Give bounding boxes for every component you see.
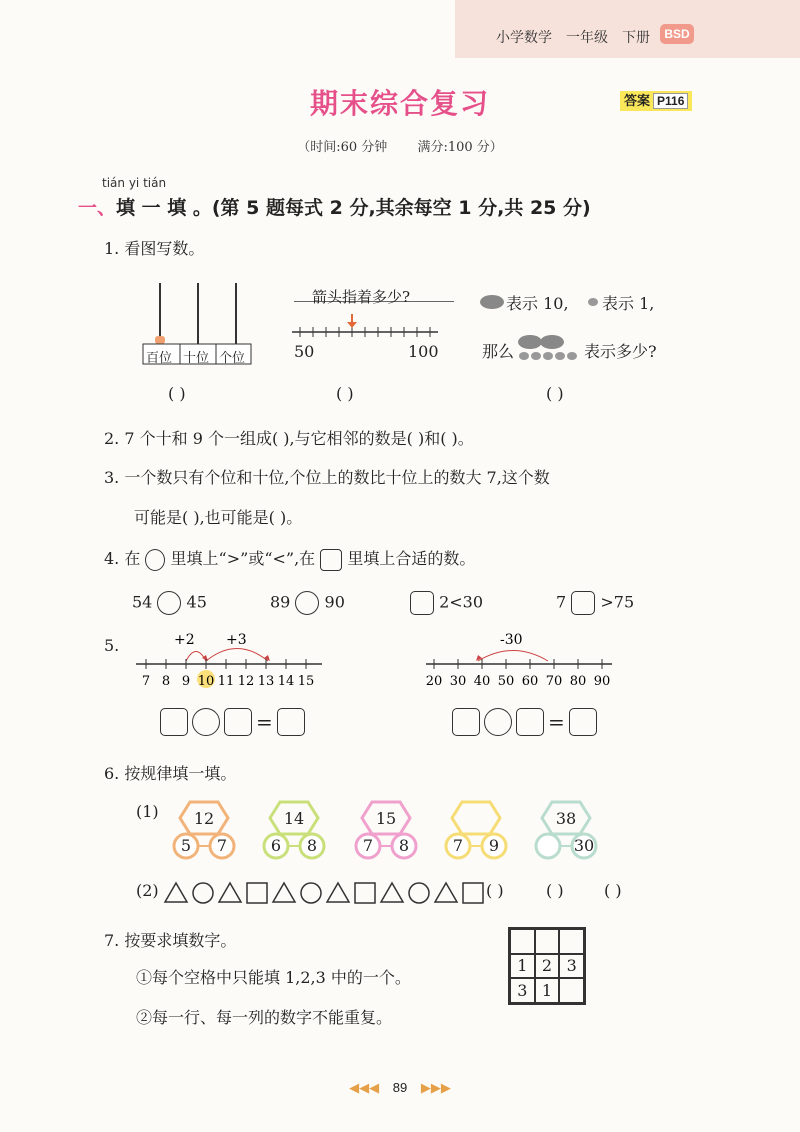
answer-blank[interactable]: ( ) [168, 384, 186, 403]
pattern-top-number: 12 [193, 809, 215, 828]
grid-cell: 3 [510, 978, 535, 1003]
circle-shape [193, 883, 213, 903]
tick-label: 20 [425, 674, 443, 689]
number-square-blank[interactable] [571, 591, 595, 615]
stones-text-2a: 那么 [482, 342, 515, 361]
arc-label: +3 [226, 632, 247, 648]
shape-sequence [163, 880, 493, 906]
abacus-label-ones: 个位 [219, 351, 246, 366]
q4-text-c: 里填上合适的数。 [347, 549, 476, 568]
pattern-right-number: 8 [398, 836, 410, 855]
tick-label: 8 [161, 674, 171, 689]
answer-blank[interactable]: ( ) [336, 384, 354, 403]
answer-blank[interactable]: ( ) [486, 881, 504, 900]
equation-row-1 [160, 707, 305, 737]
stones-text-2b: 表示多少? [584, 342, 657, 361]
q4-item-left: 7 [556, 592, 567, 612]
tick-label: 14 [277, 674, 295, 689]
question-3-line-2: 可能是( ),也可能是( )。 [134, 508, 303, 527]
arc-label: +2 [174, 632, 195, 648]
answer-page: P116 [653, 93, 688, 109]
pattern-figure [350, 798, 422, 864]
answer-label: 答案 [624, 93, 651, 108]
q6-part-2-label: (2) [136, 881, 159, 900]
q4-item-right: 90 [324, 592, 345, 612]
pattern-right-number: 7 [216, 836, 228, 855]
page-number: 89 [392, 1080, 408, 1095]
number-grid [508, 927, 586, 1005]
number-square-blank[interactable] [410, 591, 434, 615]
numberline-5b [420, 628, 620, 692]
q4-item-1 [132, 591, 207, 615]
q4-item-right: 45 [186, 592, 207, 612]
q4-text-b: 里填上“>”或“<”,在 [170, 549, 316, 568]
exam-time: （时间:60 分钟 [297, 140, 388, 155]
triangle-shape [273, 883, 295, 902]
section-title: 填 一 填 。(第 5 题每式 2 分,其余每空 1 分,共 25 分) [116, 197, 591, 219]
question-7-label: 7. 按要求填数字。 [104, 931, 237, 950]
circle-shape [409, 883, 429, 903]
question-5-label: 5. [104, 636, 120, 655]
pattern-right-number: 8 [306, 836, 318, 855]
tick-label: 7 [141, 674, 151, 689]
tick-label: 12 [237, 674, 255, 689]
circle-blank-icon [145, 549, 165, 571]
big-stone-icon [478, 292, 508, 312]
grid-cell[interactable] [535, 929, 560, 954]
tick-label: 60 [521, 674, 539, 689]
grid-cell[interactable] [510, 929, 535, 954]
rule-1: ①每个空格中只能填 1,2,3 中的一个。 [136, 968, 411, 987]
exam-meta [0, 136, 800, 155]
pattern-left-number: 7 [362, 836, 374, 855]
grid-cell: 1 [535, 978, 560, 1003]
volume-label: 下册 [622, 29, 650, 45]
numberline-caption: 箭头指着多少? [312, 288, 411, 306]
numberline-figure [290, 312, 440, 342]
grid-cell[interactable] [559, 978, 584, 1003]
stones-text-1b: 表示 1, [602, 294, 655, 313]
right-arrows-icon: ▶▶▶ [420, 1080, 451, 1095]
tick-label: 15 [297, 674, 315, 689]
question-1-label: 1. 看图写数。 [104, 239, 205, 258]
equals-sign: = [548, 710, 565, 734]
triangle-shape [435, 883, 457, 902]
triangle-shape [327, 883, 349, 902]
arc-label: -30 [500, 632, 523, 648]
pattern-left-number: 7 [452, 836, 464, 855]
equation-row-2 [452, 707, 597, 737]
equation-box[interactable] [277, 708, 305, 736]
tick-label: 9 [181, 674, 191, 689]
square-blank-icon [320, 549, 342, 571]
question-6-label: 6. 按规律填一填。 [104, 764, 237, 783]
tick-label: 50 [497, 674, 515, 689]
tick-label: 11 [217, 674, 235, 689]
grid-cell: 2 [535, 954, 560, 979]
tick-label: 90 [593, 674, 611, 689]
pattern-left-number: 6 [270, 836, 282, 855]
left-arrows-icon: ◀◀◀ [349, 1080, 380, 1095]
triangle-shape [381, 883, 403, 902]
equation-box[interactable] [452, 708, 480, 736]
triangle-shape [165, 883, 187, 902]
equals-sign: = [256, 710, 273, 734]
compare-circle-blank[interactable] [157, 591, 181, 615]
q6-part-1-label: (1) [136, 802, 159, 821]
operator-circle[interactable] [484, 708, 512, 736]
rule-2: ②每一行、每一列的数字不能重复。 [136, 1008, 393, 1027]
grid-cell: 1 [510, 954, 535, 979]
pattern-right-number: 30 [573, 836, 595, 855]
abacus-label-hundreds: 百位 [146, 351, 173, 366]
square-shape [463, 883, 483, 903]
equation-box[interactable] [224, 708, 252, 736]
answer-blank[interactable]: ( ) [604, 881, 622, 900]
circle-shape [301, 883, 321, 903]
q4-text-a: 4. 在 [104, 549, 141, 568]
question-4 [104, 546, 475, 571]
q4-item-2 [270, 591, 345, 615]
square-shape [247, 883, 267, 903]
q4-item-right: 2<30 [439, 592, 484, 612]
square-shape [355, 883, 375, 903]
grade-label: 一年级 [566, 29, 608, 45]
q4-item-3 [410, 591, 483, 615]
pattern-figure [530, 798, 602, 864]
equation-box[interactable] [569, 708, 597, 736]
answer-blank[interactable]: ( ) [546, 881, 564, 900]
page-footer [0, 1080, 800, 1096]
q4-item-left: 54 [132, 592, 153, 612]
pattern-top-number: 15 [375, 809, 397, 828]
tick-label: 30 [449, 674, 467, 689]
equation-box[interactable] [160, 708, 188, 736]
grid-cell: 3 [559, 954, 584, 979]
tick-label: 13 [257, 674, 275, 689]
equation-box[interactable] [516, 708, 544, 736]
q4-item-right: >75 [600, 592, 635, 612]
small-stone-icon [586, 295, 600, 309]
pattern-figure [258, 798, 330, 864]
pattern-figure [440, 798, 512, 864]
section-number: 一、 [78, 197, 117, 219]
pattern-left-number: 5 [180, 836, 192, 855]
abacus-label-tens: 十位 [183, 351, 210, 366]
tick-label: 10 [197, 674, 215, 689]
question-3-line-1: 3. 一个数只有个位和十位,个位上的数比十位上的数大 7,这个数 [104, 468, 550, 487]
tick-label: 40 [473, 674, 491, 689]
q4-item-left: 89 [270, 592, 291, 612]
stones-text-1a: 表示 10, [506, 294, 569, 313]
question-2: 2. 7 个十和 9 个一组成( ),与它相邻的数是( )和( )。 [104, 429, 474, 448]
page-title: 期末综合复习 [309, 87, 490, 120]
pattern-right-number: 9 [488, 836, 500, 855]
operator-circle[interactable] [192, 708, 220, 736]
numberline-left-label: 50 [294, 342, 315, 361]
pattern-figure [168, 798, 240, 864]
pattern-top-number: 14 [283, 809, 305, 828]
tick-label: 70 [545, 674, 563, 689]
grid-cell[interactable] [559, 929, 584, 954]
compare-circle-blank[interactable] [295, 591, 319, 615]
publisher-badge: BSD [660, 24, 694, 44]
answer-reference [620, 91, 692, 111]
pattern-top-number: 38 [555, 809, 577, 828]
subject-label: 小学数学 [496, 29, 552, 45]
tick-label: 80 [569, 674, 587, 689]
numberline-right-label: 100 [408, 342, 439, 361]
section-heading [78, 193, 591, 220]
triangle-shape [219, 883, 241, 902]
stone-group-icon [514, 330, 584, 362]
answer-blank[interactable]: ( ) [546, 384, 564, 403]
numberline-5a [130, 628, 330, 692]
q4-item-4 [556, 591, 634, 615]
exam-score: 满分:100 分） [417, 140, 503, 155]
pinyin-annotation: tián yi tián [102, 176, 167, 190]
